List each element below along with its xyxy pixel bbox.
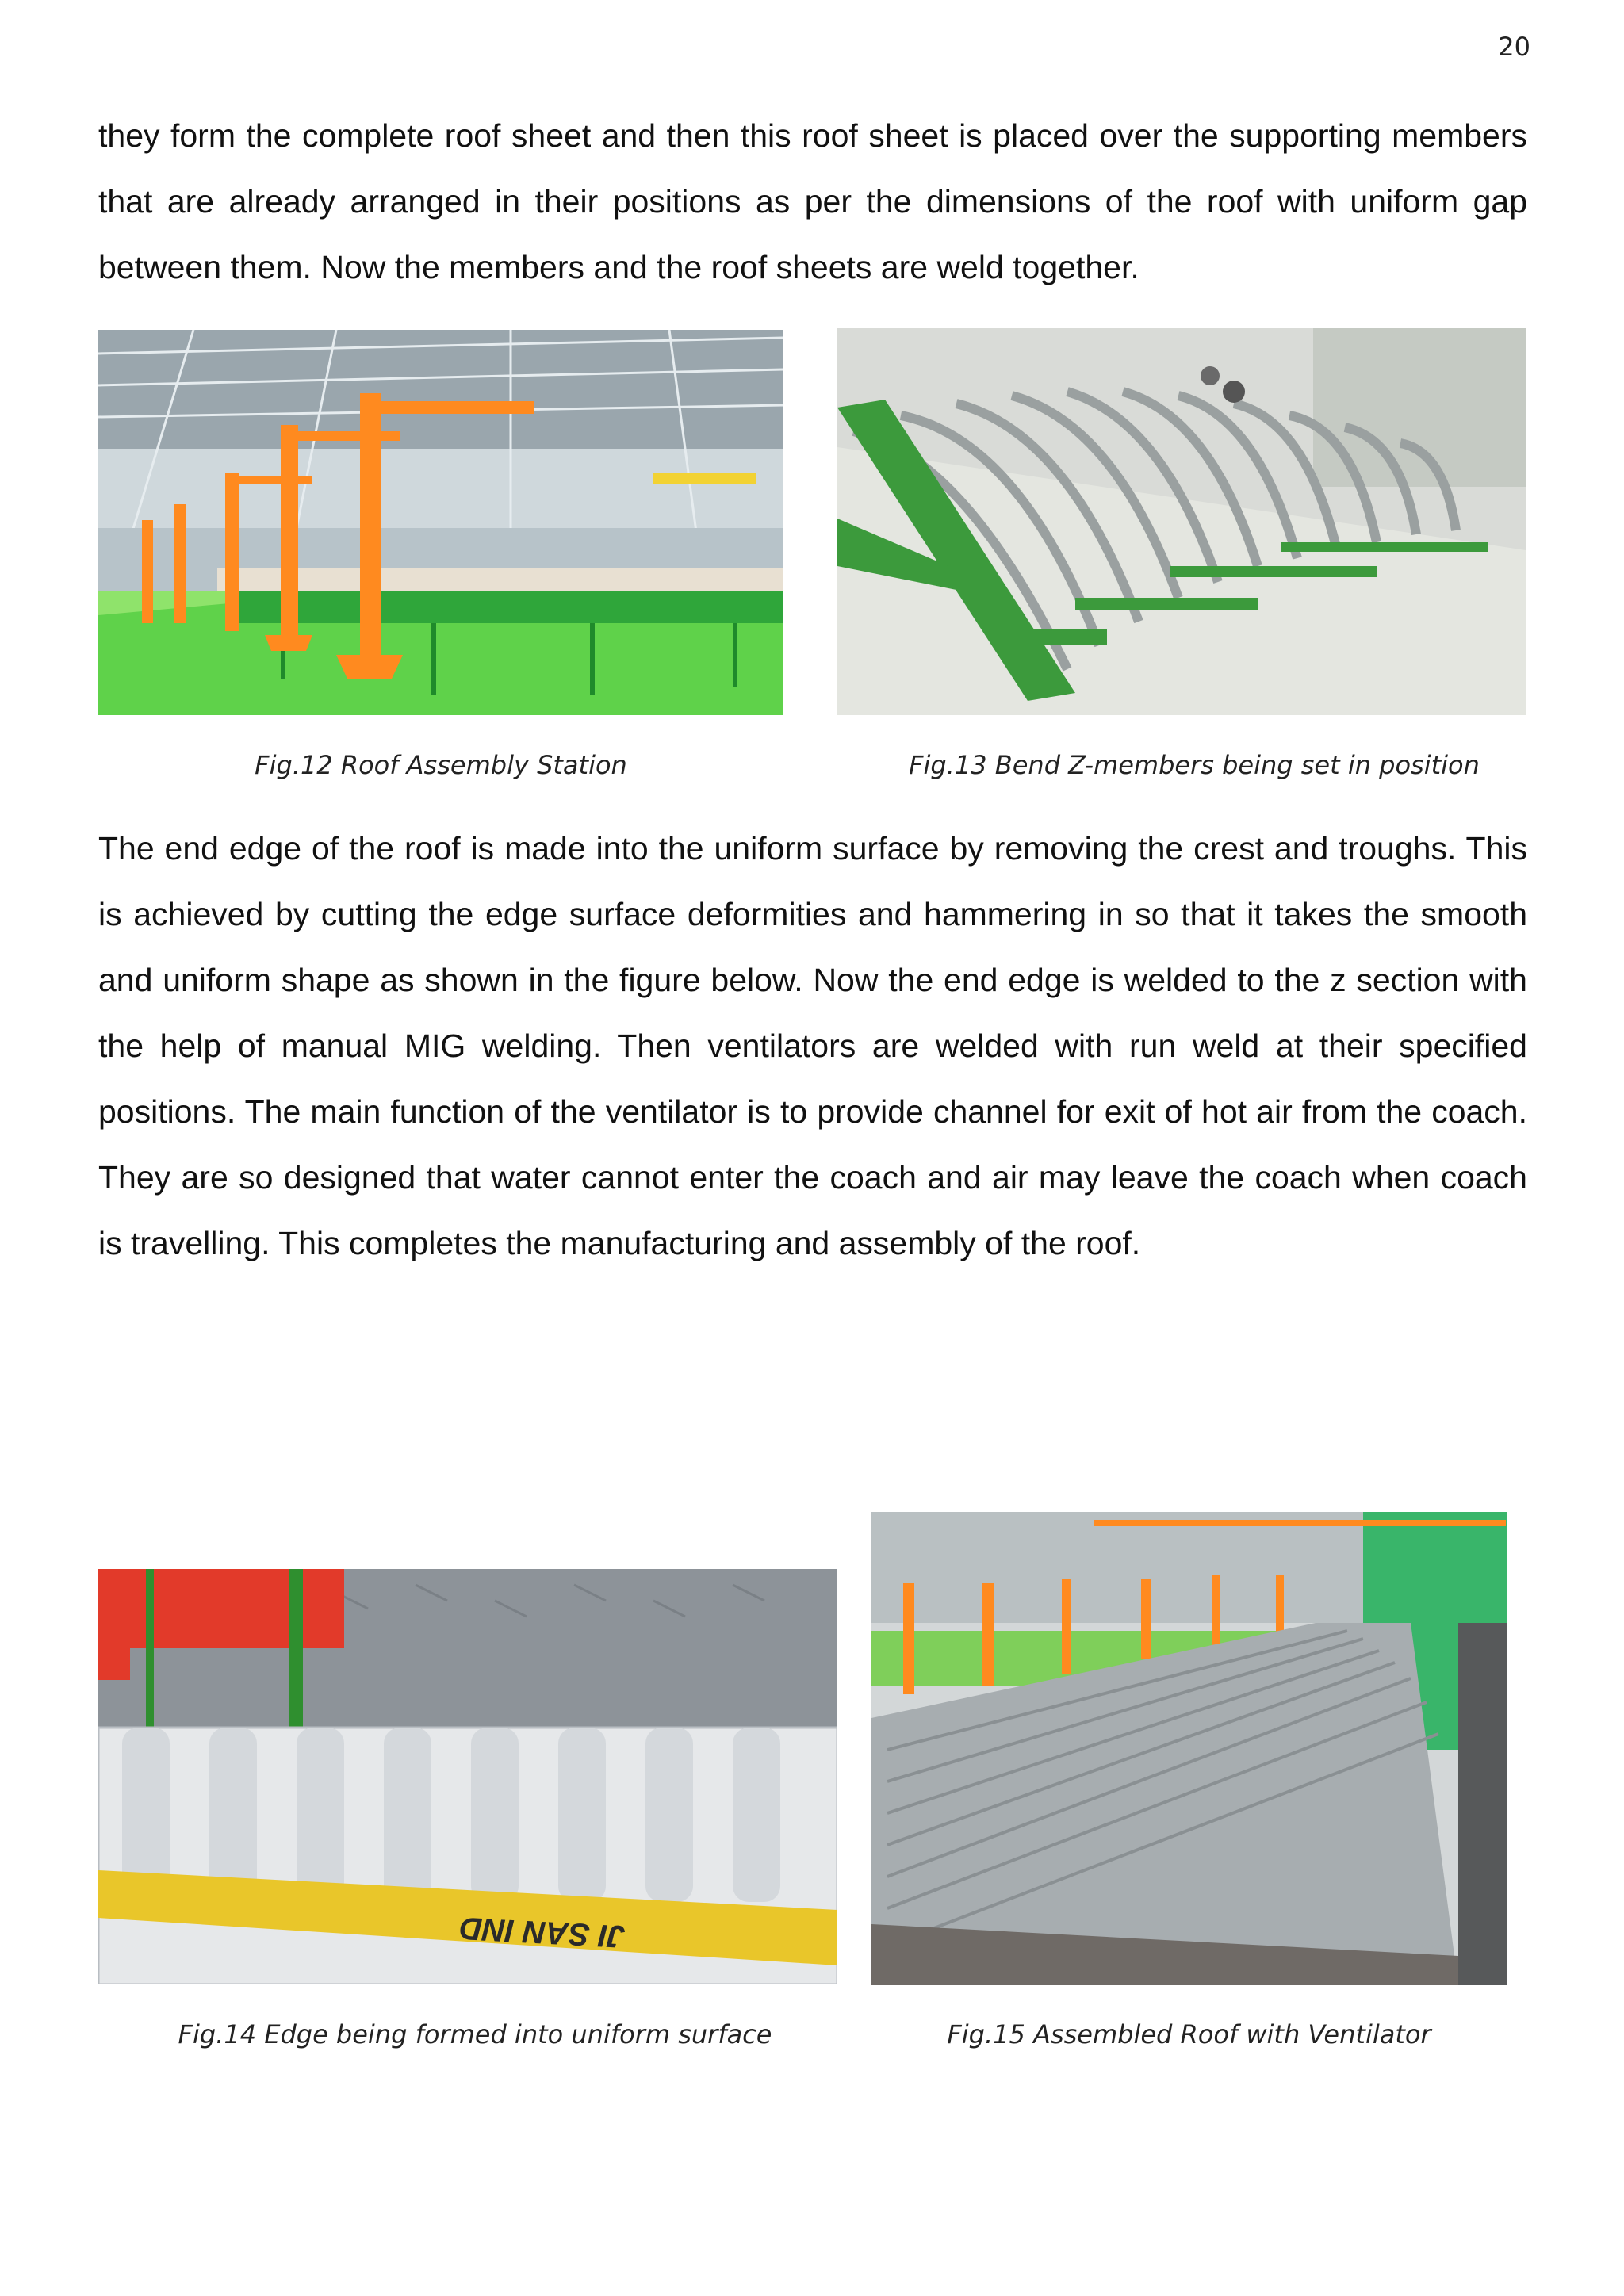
- figure-14-caption: Fig.14 Edge being formed into uniform surface: [178, 2019, 772, 2049]
- bend-z-members-image: [837, 328, 1526, 715]
- body-paragraph-1: they form the complete roof sheet and then this roof sheet is placed over the supporting members that are already arranged in their positions as per the dimensions of the roof with uniform gap between them. Now the members and the roof sheets are weld together.: [98, 117, 1527, 285]
- edge-forming-image: [98, 1569, 837, 1984]
- assembled-roof-image: [871, 1512, 1507, 1985]
- figure-assembled-roof: [871, 1512, 1507, 1985]
- figure-bend-z-members: [837, 328, 1526, 715]
- roof-assembly-station-image: [98, 330, 783, 715]
- figure-roof-assembly-station: [98, 330, 783, 715]
- figure-12-caption: Fig.12 Roof Assembly Station: [255, 750, 627, 780]
- figure-15-caption: Fig.15 Assembled Roof with Ventilator: [947, 2019, 1431, 2049]
- body-paragraph-2: The end edge of the roof is made into the uniform surface by removing the crest and troughs. This is achieved by cutting the edge surface deformities and hammering in so that it takes the smooth and uniform shape as shown in the figure below. Now the end edge is welded to the z section with the help of manual MIG welding. Then ventilators are welded with run weld at their specified positions. The main function of the ventilator is to provide channel for exit of hot air from the coach. They are so designed that water cannot enter the coach and air may leave the coach when coach is travelling. This completes the manufacturing and assembly of the roof.: [98, 830, 1527, 1261]
- page-number: 20: [1498, 32, 1530, 62]
- strap-text: JI SAN IND: [458, 1910, 626, 1954]
- figure-edge-forming: [98, 1569, 837, 1984]
- figure-13-caption: Fig.13 Bend Z-members being set in position: [909, 750, 1480, 780]
